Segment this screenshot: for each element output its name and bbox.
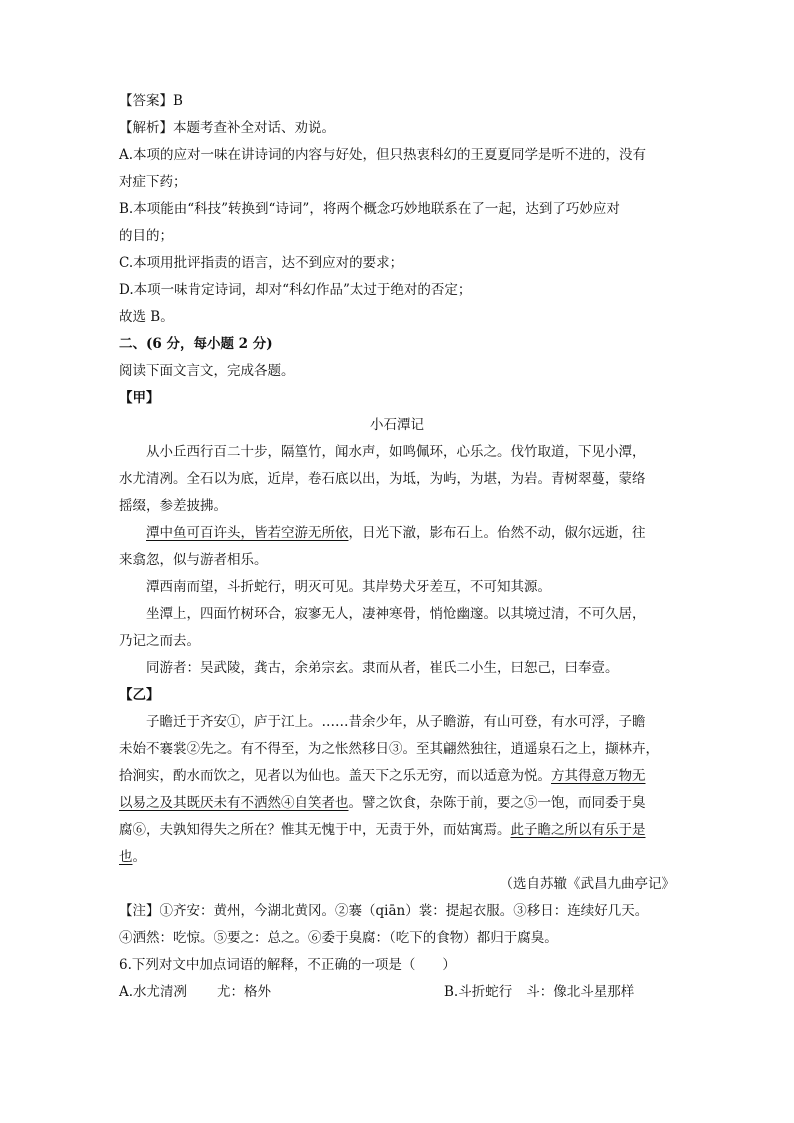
passage-yi-line3 xyxy=(119,763,675,790)
passage-jia-p4-line2: 乃记之而去。 xyxy=(119,633,200,649)
passage-text: 。譬之饮食，杂陈于前，要之⑤一饱，而同委于臭 xyxy=(348,795,646,811)
passage-yi-line4 xyxy=(119,790,675,817)
passage-text: 拾涧实，酌水而饮之，见者以为仙也。盖天下之乐无穷，而以适意为悦。 xyxy=(119,768,551,784)
option-a-gloss: 尤：格外 xyxy=(217,984,272,1000)
passage-jia-p2-line1 xyxy=(119,520,675,547)
passage-yi-line2: 未始不褰裳②先之。有不得至，为之怅然移日③。至其翩然独往，逍遥泉石之上，撷林卉， xyxy=(119,741,659,757)
option-b xyxy=(444,979,634,1006)
passage-jia-title: 小石潭记 xyxy=(370,417,424,433)
analysis-a-line2: 对症下药； xyxy=(119,174,187,190)
section-heading: 二、(6 分，每小题 2 分) xyxy=(119,336,273,352)
passage-jia-p3: 潭西南而望，斗折蛇行，明灭可见。其岸势犬牙差互，不可知其源。 xyxy=(146,579,551,595)
passage-jia-p1-line3: 摇缀，参差披拂。 xyxy=(119,498,227,514)
passage-jia-p1-line2: 水尤清冽。全石以为底，近岸，卷石底以出，为坻，为屿，为堪，为岩。青树翠蔓，蒙络 xyxy=(119,471,646,487)
analysis-a-line1: A.本项的应对一味在讲诗词的内容与好处，但只热衷科幻的王夏夏同学是听不进的，没有 xyxy=(119,147,647,163)
underlined-sentence: 此子瞻之所以有乐于是 xyxy=(510,822,646,838)
option-a-phrase: A.水尤清冽 xyxy=(119,984,188,1000)
notes-line2: ④洒然：吃惊。⑤要之：总之。⑥委于臭腐：（吃下的食物）都归于腐臭。 xyxy=(119,930,558,946)
section-instruction: 阅读下面文言文，完成各题。 xyxy=(119,363,295,379)
passage-yi-source: （选自苏辙《武昌九曲亭记》 xyxy=(499,876,675,892)
passage-text: 。 xyxy=(132,849,146,865)
passage-yi-line5 xyxy=(119,817,675,844)
underlined-sentence: 以易之及其既厌未有不洒然④自笑者也 xyxy=(119,795,349,811)
option-a xyxy=(119,979,444,1006)
notes-line1: 【注】①齐安：黄州，今湖北黄冈。②褰（qiān）裳：提起衣服。③移日：连续好几天。 xyxy=(119,903,649,919)
passage-jia-p4-line1: 坐潭上，四面竹树环合，寂寥无人，凄神寒骨，悄怆幽邃。以其境过清，不可久居， xyxy=(146,606,646,622)
question6-options xyxy=(119,979,675,1006)
answer-value: B xyxy=(173,93,183,109)
passage-jia-label: 【甲】 xyxy=(119,390,160,406)
passage-text: 腐⑥，夫孰知得失之所在？惟其无愧于中，无责于外，而姑寓焉。 xyxy=(119,822,511,838)
document-page xyxy=(119,88,675,1006)
option-b-gloss: 斗：像北斗星那样 xyxy=(526,984,635,1000)
question6-stem: 6.下列对文中加点词语的解释，不正确的一项是（ ） xyxy=(119,957,456,973)
option-b-phrase: B.斗折蛇行 xyxy=(444,984,513,1000)
analysis-b-line1: B.本项能由“科技”转换到“诗词”，将两个概念巧妙地联系在了一起，达到了巧妙应对 xyxy=(119,201,620,217)
underlined-sentence: 方其得意万物无 xyxy=(551,768,646,784)
passage-text: ，日光下澈，影布石上。佁然不动，俶尔远逝，往 xyxy=(348,525,646,541)
analysis-intro-line xyxy=(119,115,675,142)
underlined-sentence: 也 xyxy=(119,849,133,865)
passage-yi-line6 xyxy=(119,844,675,871)
analysis-c-line: C.本项用批评指责的语言，达不到应对的要求； xyxy=(119,255,404,271)
passage-jia-p1-line1: 从小丘西行百二十步，隔篁竹，闻水声，如鸣佩环，心乐之。伐竹取道，下见小潭， xyxy=(146,444,646,460)
passage-yi-line1: 子瞻迁于齐安①，庐于江上。……昔余少年，从子瞻游，有山可登，有水可浮，子瞻 xyxy=(146,714,646,730)
passage-yi-label: 【乙】 xyxy=(119,687,160,703)
analysis-label: 【解析】 xyxy=(119,120,173,136)
passage-jia-p2-line2: 来翕忽，似与游者相乐。 xyxy=(119,552,268,568)
analysis-b-line2: 的目的； xyxy=(119,228,173,244)
underlined-sentence: 潭中鱼可百许头，皆若空游无所依 xyxy=(146,525,349,541)
answer-line xyxy=(119,88,675,115)
passage-jia-p5: 同游者：吴武陵，龚古，余弟宗玄。隶而从者，崔氏二小生，曰恕己，曰奉壹。 xyxy=(146,660,619,676)
analysis-conclusion: 故选 B。 xyxy=(119,309,174,325)
analysis-intro: 本题考查补全对话、劝说。 xyxy=(173,120,335,136)
answer-label: 【答案】 xyxy=(119,93,173,109)
analysis-d-line: D.本项一味肯定诗词，却对“科幻作品”太过于绝对的否定； xyxy=(119,282,472,298)
